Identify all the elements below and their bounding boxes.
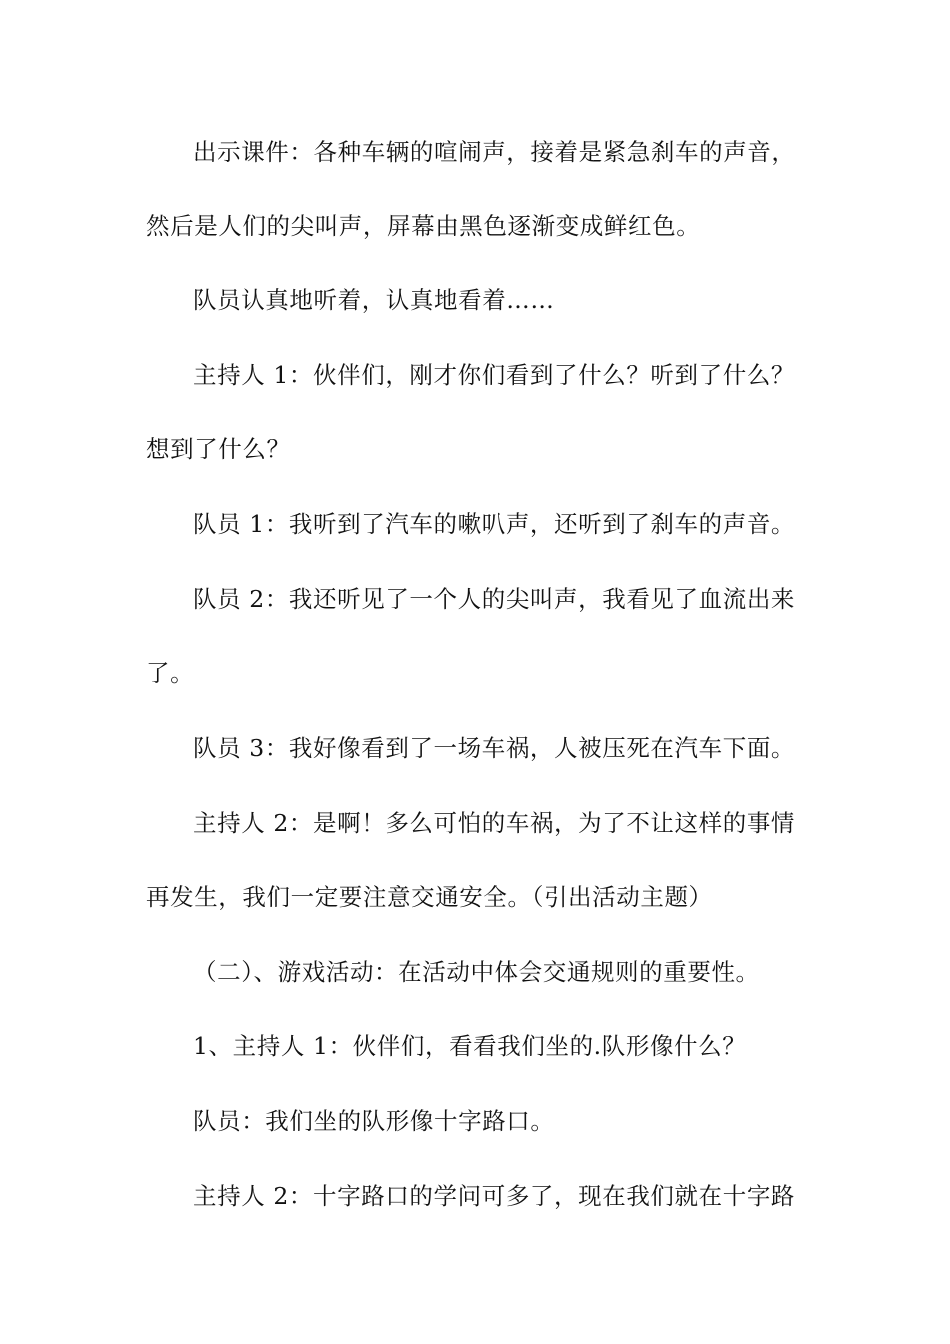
paragraph-line: 然后是人们的尖叫声，屏幕由黑色逐渐变成鲜红色。 xyxy=(146,212,701,240)
paragraph-line: 主持人 1：伙伴们，刚才你们看到了什么？听到了什么？ xyxy=(193,361,796,389)
paragraph-line: 队员：我们坐的队形像十字路口。 xyxy=(193,1107,555,1135)
paragraph-line: 1、主持人 1：伙伴们，看看我们坐的.队形像什么？ xyxy=(193,1032,747,1060)
paragraph-line: （二）、游戏活动：在活动中体会交通规则的重要性。 xyxy=(193,958,760,986)
paragraph-line: 出示课件：各种车辆的喧闹声，接着是紧急刹车的声音， xyxy=(193,138,796,166)
paragraph-line: 主持人 2：十字路口的学问可多了，现在我们就在十字路 xyxy=(193,1182,796,1210)
paragraph-line: 了。 xyxy=(146,659,195,687)
paragraph-line: 队员 3：我好像看到了一场车祸，人被压死在汽车下面。 xyxy=(193,734,796,762)
paragraph-line: 队员 2：我还听见了一个人的尖叫声，我看见了血流出来 xyxy=(193,585,796,613)
paragraph-line: 再发生，我们一定要注意交通安全。（引出活动主题） xyxy=(146,883,713,911)
paragraph-line: 想到了什么？ xyxy=(146,435,291,463)
paragraph-line: 主持人 2：是啊！多么可怕的车祸，为了不让这样的事情 xyxy=(193,809,796,837)
paragraph-line: 队员认真地听着，认真地看着…… xyxy=(193,286,555,314)
paragraph-line: 队员 1：我听到了汽车的嗽叭声，还听到了刹车的声音。 xyxy=(193,510,796,538)
